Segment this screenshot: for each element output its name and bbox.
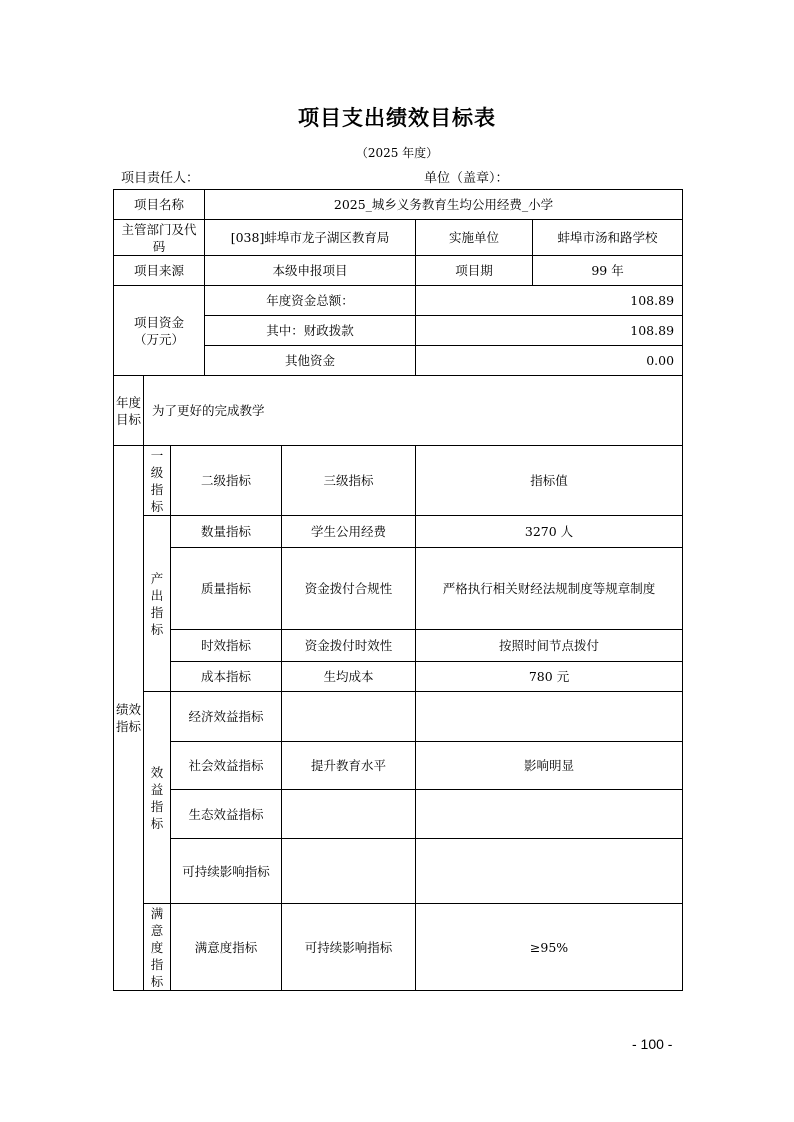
table-row — [114, 662, 683, 692]
table-row — [114, 256, 683, 286]
table-row — [114, 904, 683, 991]
period-label: 项目期 — [416, 256, 533, 286]
page-number: - 100 - — [632, 1036, 673, 1052]
header-value: 指标值 — [416, 446, 683, 516]
funds-total-value: 108.89 — [416, 286, 683, 316]
unit-seal-label: 单位（盖章）： — [424, 171, 509, 186]
benefit-value: 影响明显 — [416, 742, 683, 790]
output-value: 3270 人 — [416, 516, 683, 548]
dept-value: [038]蚌埠市龙子湖区教育局 — [205, 220, 416, 256]
project-name-label: 项目名称 — [114, 190, 205, 220]
header-level1: 一级指标 — [144, 446, 171, 516]
funds-total-label: 年度资金总额： — [205, 286, 416, 316]
period-value: 99 年 — [533, 256, 683, 286]
benefit-level3 — [282, 790, 416, 839]
satisfaction-level2: 满意度指标 — [171, 904, 282, 991]
benefit-level2: 经济效益指标 — [171, 692, 282, 742]
table-row — [114, 742, 683, 790]
output-level2: 数量指标 — [171, 516, 282, 548]
responsible-person-label: 项目责任人： — [121, 171, 200, 186]
performance-goal-table — [113, 189, 683, 991]
funds-other-value: 0.00 — [416, 346, 683, 376]
funds-other-label: 其他资金 — [205, 346, 416, 376]
benefit-level3 — [282, 839, 416, 904]
source-label: 项目来源 — [114, 256, 205, 286]
benefit-value — [416, 790, 683, 839]
indicator-header-row — [114, 446, 683, 516]
benefit-level3: 提升教育水平 — [282, 742, 416, 790]
output-level3: 学生公用经费 — [282, 516, 416, 548]
benefit-level2: 生态效益指标 — [171, 790, 282, 839]
output-value: 严格执行相关财经法规制度等规章制度 — [416, 548, 683, 630]
benefit-indicator-label: 效益指标 — [144, 692, 171, 904]
table-row — [114, 630, 683, 662]
annual-goal-label: 年度目标 — [114, 376, 144, 446]
header-level2: 二级指标 — [171, 446, 282, 516]
satisfaction-level3: 可持续影响指标 — [282, 904, 416, 991]
table-row — [114, 790, 683, 839]
dept-label: 主管部门及代码 — [114, 220, 205, 256]
project-name-value: 2025_城乡义务教育生均公用经费_小学 — [205, 190, 683, 220]
satisfaction-indicator-label: 满意度指标 — [144, 904, 171, 991]
output-level3: 资金拨付合规性 — [282, 548, 416, 630]
table-row — [114, 692, 683, 742]
output-level3: 资金拨付时效性 — [282, 630, 416, 662]
output-level2: 质量指标 — [171, 548, 282, 630]
satisfaction-value: ≥95% — [416, 904, 683, 991]
header-level3: 三级指标 — [282, 446, 416, 516]
table-row — [114, 839, 683, 904]
table-row — [114, 190, 683, 220]
benefit-level2: 社会效益指标 — [171, 742, 282, 790]
output-level3: 生均成本 — [282, 662, 416, 692]
output-value: 780 元 — [416, 662, 683, 692]
benefit-value — [416, 692, 683, 742]
benefit-level2: 可持续影响指标 — [171, 839, 282, 904]
impl-unit-label: 实施单位 — [416, 220, 533, 256]
source-value: 本级申报项目 — [205, 256, 416, 286]
table-row — [114, 220, 683, 256]
performance-indicator-label: 绩效指标 — [114, 446, 144, 991]
funds-fiscal-label: 其中：财政拨款 — [205, 316, 416, 346]
benefit-value — [416, 839, 683, 904]
page-title: 项目支出绩效目标表 — [298, 106, 496, 130]
year-subtitle: （2025 年度） — [355, 146, 439, 160]
output-level2: 时效指标 — [171, 630, 282, 662]
table-row — [114, 516, 683, 548]
table-row — [114, 548, 683, 630]
output-indicator-label: 产出指标 — [144, 516, 171, 692]
table-row — [114, 286, 683, 316]
output-level2: 成本指标 — [171, 662, 282, 692]
table-row — [114, 376, 683, 446]
funds-fiscal-value: 108.89 — [416, 316, 683, 346]
impl-unit-value: 蚌埠市汤和路学校 — [533, 220, 683, 256]
output-value: 按照时间节点拨付 — [416, 630, 683, 662]
annual-goal-value: 为了更好的完成教学 — [144, 376, 683, 446]
benefit-level3 — [282, 692, 416, 742]
funds-label: 项目资金（万元） — [114, 286, 205, 376]
